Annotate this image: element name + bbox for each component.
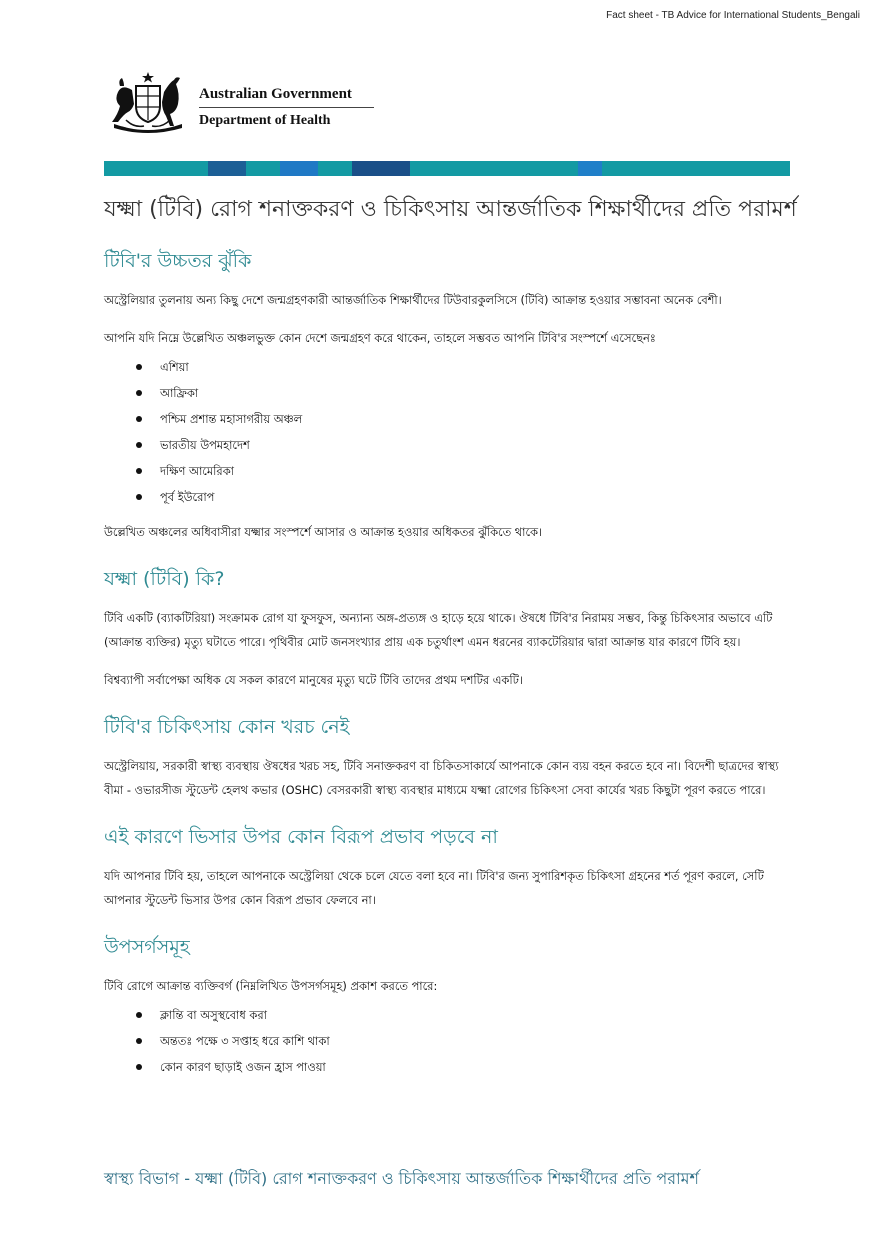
bullet-icon [136, 494, 142, 500]
stripe-segment [602, 161, 662, 176]
heading-what-is-tb: যক্ষ্মা (টিবি) কি? [104, 568, 225, 590]
footer-title: স্বাস্থ্য বিভাগ - যক্ষ্মা (টিবি) রোগ শনাক্তকরণ ও চিকিৎসায় আন্তর্জাতিক শিক্ষার্থীদের প্রতি পরামর্শ [104, 1169, 700, 1188]
government-logo [104, 70, 374, 140]
stripe-segment [494, 161, 578, 176]
what-paragraph-1: টিবি একটি (ব্যাকটিরিয়া) সংক্রামক রোগ যা ফুসফুস, অন্যান্য অঙ্গ-প্রত্যঙ্গ ও হাড়ে হয়ে থাকে। ঔষধে টিবি'র নিরাময় সম্ভব, কিন্তু চিকিৎসার অভাবে এটি (আক্রান্ত ব্যক্তির) মৃত্যু ঘটাতে পারে। পৃথিবীর মোট জনসংখ্যার প্রায় এক চতুর্থাংশ এমন ধরনের ব্যাকটেরিয়ার দ্বারা আক্রান্ত যার কারণে টিবি হয়। [104, 611, 773, 649]
bullet-icon [136, 390, 142, 396]
heading-visa: এই কারণে ভিসার উপর কোন বিরূপ প্রভাব পড়বে না [104, 826, 498, 848]
list-item: অন্ততঃ পক্ষে ৩ সপ্তাহ ধরে কাশি থাকা [136, 1028, 794, 1054]
bullet-icon [136, 364, 142, 370]
symptoms-list [104, 1002, 794, 1080]
stripe-segment [662, 161, 790, 176]
heading-high-risk: টিবি'র উচ্চতর ঝুঁকি [104, 250, 252, 272]
bullet-icon [136, 442, 142, 448]
bullet-icon [136, 468, 142, 474]
logo-department-text: Department of Health [199, 113, 331, 128]
visa-paragraph-1: যদি আপনার টিবি হয়, তাহলে আপনাকে অস্ট্রেলিয়া থেকে চলে যেতে বলা হবে না। টিবি'র জন্য সুপারিশকৃত চিকিৎসা গ্রহনের শর্ত পূরণ করলে, সেটি আপনার স্টুডেন্ট ভিসার উপর কোন বিরূপ প্রভাব ফেলবে না। [104, 869, 764, 907]
what-paragraph-2: বিশ্বব্যাপী সর্বাপেক্ষা অধিক যে সকল কারণে মানুষের মৃত্যু ঘটে টিবি তাদের প্রথম দশটির একটি। [104, 673, 523, 687]
symptoms-paragraph-1: টিবি রোগে আক্রান্ত ব্যক্তিবর্গ (নিম্নলিখিত উপসর্গসমূহ) প্রকাশ করতে পারে: [104, 979, 438, 993]
list-item: আফ্রিকা [136, 380, 794, 406]
stripe-segment [280, 161, 318, 176]
stripe-segment [578, 161, 602, 176]
stripe-segment [208, 161, 246, 176]
coat-of-arms-icon [104, 70, 192, 136]
list-item: পূর্ব ইউরোপ [136, 484, 794, 510]
regions-list [104, 354, 794, 510]
list-item: দক্ষিণ আমেরিকা [136, 458, 794, 484]
bullet-icon [136, 416, 142, 422]
bullet-icon [136, 1038, 142, 1044]
stripe-segment [174, 161, 208, 176]
stripe-segment [318, 161, 352, 176]
bullet-icon [136, 1064, 142, 1070]
stripe-segment [352, 161, 410, 176]
header-color-stripe [104, 161, 790, 176]
heading-symptoms: উপসর্গসমূহ [104, 936, 190, 958]
stripe-segment [104, 161, 174, 176]
risk-paragraph-3: উল্লেখিত অঞ্চলের অধিবাসীরা যক্ষ্মার সংস্পর্শে আসার ও আক্রান্ত হওয়ার অধিকতর ঝুঁকিতে থাকে। [104, 525, 543, 539]
risk-paragraph-2: আপনি যদি নিম্নে উল্লেখিত অঞ্চলভুক্ত কোন দেশে জন্মগ্রহণ করে থাকেন, তাহলে সম্ভবত আপনি টিবি'র সংস্পর্শে এসেছেনঃ [104, 331, 656, 345]
logo-government-text: Australian Government [199, 86, 374, 108]
main-content [104, 192, 797, 1090]
list-item: এশিয়া [136, 354, 794, 380]
list-item: কোন কারণ ছাড়াই ওজন হ্রাস পাওয়া [136, 1054, 794, 1080]
list-item: ভারতীয় উপমহাদেশ [136, 432, 794, 458]
page-title: যক্ষ্মা (টিবি) রোগ শনাক্তকরণ ও চিকিৎসায় আন্তর্জাতিক শিক্ষার্থীদের প্রতি পরামর্শ [104, 197, 797, 222]
risk-paragraph-1: অস্ট্রেলিয়ার তুলনায় অন্য কিছু দেশে জন্মগ্রহণকারী আন্তর্জাতিক শিক্ষার্থীদের টিউবারকুলসিসে (টিবি) আক্রান্ত হওয়ার সম্ভাবনা অনেক বেশী। [104, 293, 722, 307]
header-note: Fact sheet - TB Advice for International Students_Bengali [606, 10, 860, 21]
stripe-segment [246, 161, 280, 176]
list-item: পশ্চিম প্রশান্ত মহাসাগরীয় অঞ্চল [136, 406, 794, 432]
heading-no-cost: টিবি'র চিকিৎসায় কোন খরচ নেই [104, 716, 350, 738]
cost-paragraph-1: অস্ট্রেলিয়ায়, সরকারী স্বাস্থ্য ব্যবস্থায় ঔষধের খরচ সহ, টিবি সনাক্তকরণ বা চিকিতসাকার্যে আপনাকে কোন ব্যয় বহন করতে হবে না। বিদেশী ছাত্রদের স্বাস্থ্য বীমা - ওভারসীজ স্টুডেন্ট হেলথ কভার (OSHC) বেসরকারী স্বাস্থ্য ব্যবস্থার মাধ্যমে যক্ষ্মা রোগের চিকিৎসা সেবা কার্যের খরচ কিছুটা পূরণ করতে পারে। [104, 759, 779, 797]
list-item: ক্লান্তি বা অসুস্থবোধ করা [136, 1002, 794, 1028]
stripe-segment [410, 161, 494, 176]
bullet-icon [136, 1012, 142, 1018]
